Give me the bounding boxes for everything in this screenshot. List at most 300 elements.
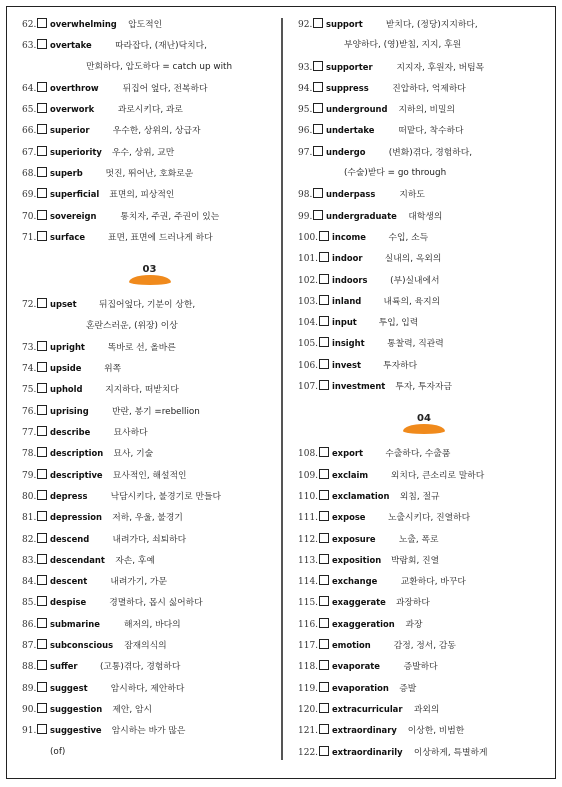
vocab-entry [22, 507, 277, 528]
entry-number: 97. [298, 147, 313, 158]
right-block-1 [298, 14, 550, 397]
definition: 암시하는 바가 많은 [111, 726, 186, 737]
checkbox[interactable] [319, 447, 329, 457]
definition-continued: 혼란스러운, (위장) 이상 [86, 320, 178, 331]
vocab-entry [298, 270, 550, 291]
vocab-entry [22, 443, 277, 464]
entry-number: 69. [22, 190, 37, 201]
vocab-entry [22, 337, 277, 358]
definition: 경멸하다, 몹시 싫어하다 [109, 598, 203, 609]
vocab-entry [22, 142, 277, 163]
definition: 수입, 소득 [388, 232, 429, 243]
definition: 자손, 후예 [115, 555, 155, 566]
vocab-entry [22, 678, 277, 699]
right-block-2 [298, 443, 550, 762]
checkbox[interactable] [319, 511, 329, 521]
vocab-entry [298, 486, 550, 507]
entry-number: 117. [298, 641, 319, 652]
vocab-entry [22, 184, 277, 205]
definition: 노출시키다, 진열하다 [388, 513, 471, 524]
entry-number: 96. [298, 126, 313, 137]
vocab-word: support [326, 20, 364, 30]
vocab-entry [298, 614, 550, 635]
vocab-word: sovereign [50, 211, 97, 222]
definition: (변화)겪다, 경험하다, [388, 147, 473, 158]
definition: (부)실내에서 [390, 275, 440, 286]
vocab-word: exchange [332, 577, 378, 588]
definition: 묘사하다 [113, 428, 148, 439]
vocab-word: evaporate [332, 662, 381, 673]
definition: 실내의, 옥외의 [384, 254, 442, 265]
checkbox[interactable] [319, 252, 329, 262]
vocab-word: extraordinarily [332, 747, 403, 758]
checkbox[interactable] [37, 490, 47, 500]
entry-number: 82. [22, 534, 37, 545]
vocab-word: suggestion [50, 704, 103, 715]
checkbox[interactable] [37, 554, 47, 564]
entry-number: 66. [22, 126, 37, 137]
definition: 이상한, 비범한 [407, 726, 465, 737]
checkbox[interactable] [319, 231, 329, 241]
definition: 수출하다, 수출품 [385, 449, 451, 460]
right-column [298, 14, 550, 763]
vocab-entry [298, 142, 550, 163]
vocab-entry [298, 333, 550, 354]
definition: 투입, 입력 [378, 318, 419, 329]
vocab-entry [22, 35, 277, 56]
vocab-word: descendant [50, 555, 106, 566]
entry-number: 114. [298, 577, 319, 588]
vocab-word: descend [50, 534, 90, 545]
vocab-word: upset [50, 300, 77, 311]
vocab-word: extraordinary [332, 726, 397, 737]
vocab-entry [22, 699, 277, 720]
entry-number: 63. [22, 41, 37, 52]
vocab-entry [22, 465, 277, 486]
vocab-entry [298, 507, 550, 528]
definition-continued: 부양하다, (영)받침, 지지, 후원 [344, 40, 462, 51]
checkbox[interactable] [37, 426, 47, 436]
entry-number: 83. [22, 555, 37, 566]
entry-number: 95. [298, 105, 313, 116]
vocab-word: indoors [332, 275, 368, 286]
definition: 지지자, 후원자, 버팀목 [396, 62, 485, 73]
entry-number: 122. [298, 747, 319, 758]
vocab-word: exclamation [332, 491, 390, 502]
definition: 증발하다 [403, 662, 438, 673]
definition: 암시하다, 제안하다 [110, 683, 185, 694]
entry-number: 88. [22, 662, 37, 673]
definition: 압도적인 [128, 20, 163, 30]
definition: 과장 [405, 619, 423, 630]
entry-number: 77. [22, 428, 37, 439]
vocab-word: overtake [50, 41, 93, 52]
definition: 떠맡다, 착수하다 [398, 126, 464, 137]
vocab-entry [298, 57, 550, 78]
vocab-entry [298, 99, 550, 120]
definition: 박람회, 진열 [391, 555, 440, 566]
checkbox[interactable] [319, 359, 329, 369]
definition: 지지하다, 떠받치다 [105, 385, 179, 396]
vocab-entry [298, 184, 550, 205]
vocab-word: undergo [326, 147, 366, 158]
vocab-word: exaggeration [332, 619, 395, 630]
definition: 과장하다 [395, 598, 430, 609]
checkbox[interactable] [313, 210, 323, 220]
vocab-entry [22, 163, 277, 184]
definition: 표면의, 피상적인 [109, 190, 175, 201]
checkbox[interactable] [37, 341, 47, 351]
section-header-04 [298, 413, 550, 443]
vocab-entry [298, 248, 550, 269]
entry-number: 120. [298, 704, 319, 715]
vocab-word: uphold [50, 385, 83, 396]
checkbox[interactable] [37, 146, 47, 156]
entry-number: 90. [22, 704, 37, 715]
checkbox[interactable] [319, 554, 329, 564]
definition: 감정, 정서, 감동 [393, 641, 456, 652]
checkbox[interactable] [37, 188, 47, 198]
vocab-word: superiority [50, 147, 103, 158]
checkbox[interactable] [319, 575, 329, 585]
vocab-entry [22, 358, 277, 379]
checkbox[interactable] [313, 146, 323, 156]
vocab-entry [298, 376, 550, 397]
entry-number: 91. [22, 726, 37, 737]
vocab-entry [298, 742, 550, 763]
entry-number: 65. [22, 105, 37, 116]
definition: 증발 [399, 683, 417, 694]
vocab-entry [22, 227, 277, 248]
vocab-entry [298, 355, 550, 376]
vocab-word: suffer [50, 662, 78, 673]
definition: 제안, 암시 [112, 704, 153, 715]
entry-number: 115. [298, 598, 319, 609]
checkbox[interactable] [319, 596, 329, 606]
entry-number: 86. [22, 619, 37, 630]
checkbox[interactable] [313, 61, 323, 71]
vocab-word: evaporation [332, 683, 389, 694]
vocab-entry [298, 78, 550, 99]
definition: 내려가기, 가문 [110, 577, 167, 588]
checkbox[interactable] [37, 167, 47, 177]
vocab-word: underpass [326, 190, 376, 201]
vocab-word: export [332, 449, 363, 460]
definition: 우수한, 상위의, 상급자 [112, 126, 201, 137]
vocab-entry [298, 678, 550, 699]
definition: 진압하다, 억제하다 [392, 83, 466, 94]
vocab-word: depression [50, 513, 103, 524]
entry-number: 121. [298, 726, 319, 737]
vocab-entry [22, 486, 277, 507]
checkbox[interactable] [37, 231, 47, 241]
vocab-entry [22, 422, 277, 443]
checkbox[interactable] [319, 490, 329, 500]
vocab-word: surface [50, 232, 86, 243]
definition: 우수, 상위, 교만 [112, 147, 175, 158]
vocab-word: indoor [332, 254, 363, 265]
checkbox[interactable] [37, 405, 47, 415]
checkbox[interactable] [37, 18, 47, 28]
vocab-word: suggestive [50, 726, 102, 737]
checkbox[interactable] [313, 18, 323, 28]
definition: 과로시키다, 과로 [117, 105, 183, 116]
entry-number: 72. [22, 300, 37, 311]
orange-swoosh-icon [129, 275, 171, 285]
entry-number: 67. [22, 147, 37, 158]
definition: 내륙의, 육지의 [383, 296, 441, 307]
checkbox[interactable] [37, 124, 47, 134]
checkbox[interactable] [319, 274, 329, 284]
vocab-entry [298, 465, 550, 486]
entry-number: 99. [298, 211, 313, 222]
vocab-entry [22, 99, 277, 120]
checkbox[interactable] [37, 639, 47, 649]
definition: 멋진, 뛰어난, 호화로운 [105, 169, 194, 180]
vocab-word: descent [50, 577, 88, 588]
entry-number: 93. [298, 62, 313, 73]
vocab-word: investment [332, 382, 386, 393]
vocab-word: supporter [326, 62, 373, 73]
vocab-word: overwhelming [50, 20, 118, 30]
vocab-entry [22, 206, 277, 227]
vocab-word: upright [50, 342, 86, 353]
checkbox[interactable] [319, 295, 329, 305]
checkbox[interactable] [319, 618, 329, 628]
checkbox[interactable] [37, 682, 47, 692]
entry-number: 84. [22, 577, 37, 588]
vocab-entry [22, 294, 277, 315]
vocab-entry [22, 401, 277, 422]
left-block-1 [22, 14, 277, 248]
entry-number: 108. [298, 449, 319, 460]
entry-number: 80. [22, 491, 37, 502]
entry-number: 62. [22, 20, 37, 30]
vocab-entry [298, 291, 550, 312]
vocab-word: superb [50, 169, 84, 180]
definition: 낙담시키다, 불경기로 만들다 [110, 491, 221, 502]
vocab-entry [298, 443, 550, 464]
vocab-word: input [332, 318, 357, 329]
definition: 노출, 폭로 [398, 534, 439, 545]
checkbox[interactable] [37, 362, 47, 372]
entry-number: 79. [22, 470, 37, 481]
vocab-word: emotion [332, 641, 371, 652]
entry-number: 81. [22, 513, 37, 524]
orange-swoosh-icon [403, 424, 445, 434]
section-number: 04 [417, 413, 431, 425]
vocab-word: undergraduate [326, 211, 398, 222]
checkbox[interactable] [313, 188, 323, 198]
vocab-entry [298, 720, 550, 741]
checkbox[interactable] [313, 82, 323, 92]
vocab-word: underground [326, 105, 388, 116]
entry-number: 111. [298, 513, 319, 524]
entry-number: 116. [298, 619, 319, 630]
vocab-word: undertake [326, 126, 375, 137]
vocab-word: expose [332, 513, 366, 524]
entry-number: 70. [22, 211, 37, 222]
entry-number: 74. [22, 364, 37, 375]
vocab-entry [22, 614, 277, 635]
vocab-word: submarine [50, 619, 101, 630]
entry-number: 98. [298, 190, 313, 201]
entry-number: 112. [298, 534, 319, 545]
vocab-entry [298, 571, 550, 592]
checkbox[interactable] [319, 746, 329, 756]
vocab-entry [298, 550, 550, 571]
checkbox[interactable] [37, 618, 47, 628]
entry-number: 76. [22, 406, 37, 417]
vocab-entry [22, 78, 277, 99]
definition: 지하의, 비밀의 [398, 105, 456, 116]
definition: 투자, 투자자금 [395, 382, 452, 393]
checkbox[interactable] [37, 596, 47, 606]
checkbox[interactable] [37, 511, 47, 521]
checkbox[interactable] [37, 703, 47, 713]
definition-continued: 만회하다, 압도하다 = catch up with [86, 61, 233, 72]
entry-number: 71. [22, 232, 37, 243]
checkbox[interactable] [37, 533, 47, 543]
definition: 외치다, 큰소리로 말하다 [390, 470, 485, 481]
vocab-entry [22, 529, 277, 550]
vocab-word: describe [50, 428, 91, 439]
definition: 묘사, 기술 [113, 449, 154, 460]
vocab-entry [22, 550, 277, 571]
checkbox[interactable] [319, 660, 329, 670]
entry-number: 107. [298, 382, 319, 393]
vocab-entry [22, 120, 277, 141]
vocab-entry [298, 699, 550, 720]
vocab-word: superficial [50, 190, 100, 201]
vocab-entry [298, 635, 550, 656]
definition: 잠재의식의 [124, 641, 167, 652]
entry-number: 68. [22, 169, 37, 180]
definition-continued: (수술)받다 = go through [344, 168, 447, 179]
definition: 해저의, 바다의 [124, 619, 181, 630]
vocab-entry [298, 656, 550, 677]
vocab-word: descriptive [50, 470, 103, 481]
checkbox[interactable] [313, 124, 323, 134]
entry-number: 113. [298, 555, 319, 566]
checkbox[interactable] [319, 724, 329, 734]
definition-continued: (of) [50, 746, 66, 757]
checkbox[interactable] [37, 39, 47, 49]
definition: 뒤집어 엎다, 전복하다 [122, 83, 208, 94]
definition: 외침, 절규 [399, 491, 440, 502]
entry-number: 101. [298, 254, 319, 265]
vocab-entry [22, 656, 277, 677]
vocab-word: extracurricular [332, 704, 403, 715]
definition: 투자하다 [383, 360, 418, 371]
definition: 묘사적인, 해설적인 [112, 470, 187, 481]
vocab-word: superior [50, 126, 90, 137]
checkbox[interactable] [313, 103, 323, 113]
checkbox[interactable] [37, 298, 47, 308]
column-divider [281, 18, 283, 760]
vocab-word: depress [50, 491, 88, 502]
checkbox[interactable] [37, 724, 47, 734]
vocab-entry [22, 635, 277, 656]
checkbox[interactable] [319, 316, 329, 326]
checkbox[interactable] [319, 469, 329, 479]
checkbox[interactable] [319, 380, 329, 390]
vocab-entry [298, 227, 550, 248]
vocab-entry [22, 720, 277, 741]
checkbox[interactable] [319, 703, 329, 713]
vocab-word: exposition [332, 555, 382, 566]
entry-number: 78. [22, 449, 37, 460]
checkbox[interactable] [37, 469, 47, 479]
vocab-word: overthrow [50, 83, 99, 94]
section-number: 03 [142, 264, 157, 276]
vocab-entry [22, 14, 277, 35]
left-column [22, 14, 277, 763]
vocab-entry [22, 379, 277, 400]
checkbox[interactable] [37, 383, 47, 393]
checkbox[interactable] [37, 660, 47, 670]
vocab-word: exclaim [332, 470, 369, 481]
vocab-entry [298, 14, 550, 35]
definition: 저하, 우울, 불경기 [112, 513, 183, 524]
checkbox[interactable] [319, 682, 329, 692]
vocab-word: insight [332, 339, 365, 350]
checkbox[interactable] [37, 210, 47, 220]
entry-number: 106. [298, 360, 319, 371]
entry-number: 92. [298, 20, 313, 30]
vocab-entry [298, 312, 550, 333]
checkbox[interactable] [319, 639, 329, 649]
entry-number: 103. [298, 296, 319, 307]
vocab-entry [22, 571, 277, 592]
vocab-word: despise [50, 598, 87, 609]
vocab-entry [298, 592, 550, 613]
vocab-word: uprising [50, 406, 90, 417]
entry-number: 100. [298, 232, 319, 243]
vocab-word: inland [332, 296, 362, 307]
definition: 뒤집어엎다, 기분이 상한, [98, 300, 196, 311]
checkbox[interactable] [37, 575, 47, 585]
entry-number: 87. [22, 641, 37, 652]
definition: 교환하다, 바꾸다 [400, 577, 466, 588]
vocab-word: exaggerate [332, 598, 386, 609]
vocab-entry [298, 529, 550, 550]
vocab-word: overwork [50, 105, 95, 116]
entry-number: 105. [298, 339, 319, 350]
entry-number: 64. [22, 83, 37, 94]
checkbox[interactable] [319, 533, 329, 543]
checkbox[interactable] [319, 337, 329, 347]
vocab-word: suppress [326, 83, 370, 94]
vocab-word: income [332, 232, 366, 243]
definition: 대학생의 [408, 211, 443, 222]
entry-number: 110. [298, 491, 319, 502]
entry-number: 118. [298, 662, 319, 673]
entry-number: 89. [22, 683, 37, 694]
entry-number: 73. [22, 342, 37, 353]
checkbox[interactable] [37, 82, 47, 92]
vocab-word: suggest [50, 683, 88, 694]
definition: 위쪽 [104, 364, 122, 375]
definition: 지하도 [399, 190, 425, 201]
vocab-entry [298, 120, 550, 141]
vocab-word: exposure [332, 534, 376, 545]
definition: 따라잡다, (재난)닥치다, [115, 41, 207, 52]
entry-number: 119. [298, 683, 319, 694]
checkbox[interactable] [37, 447, 47, 457]
checkbox[interactable] [37, 103, 47, 113]
entry-number: 104. [298, 318, 319, 329]
